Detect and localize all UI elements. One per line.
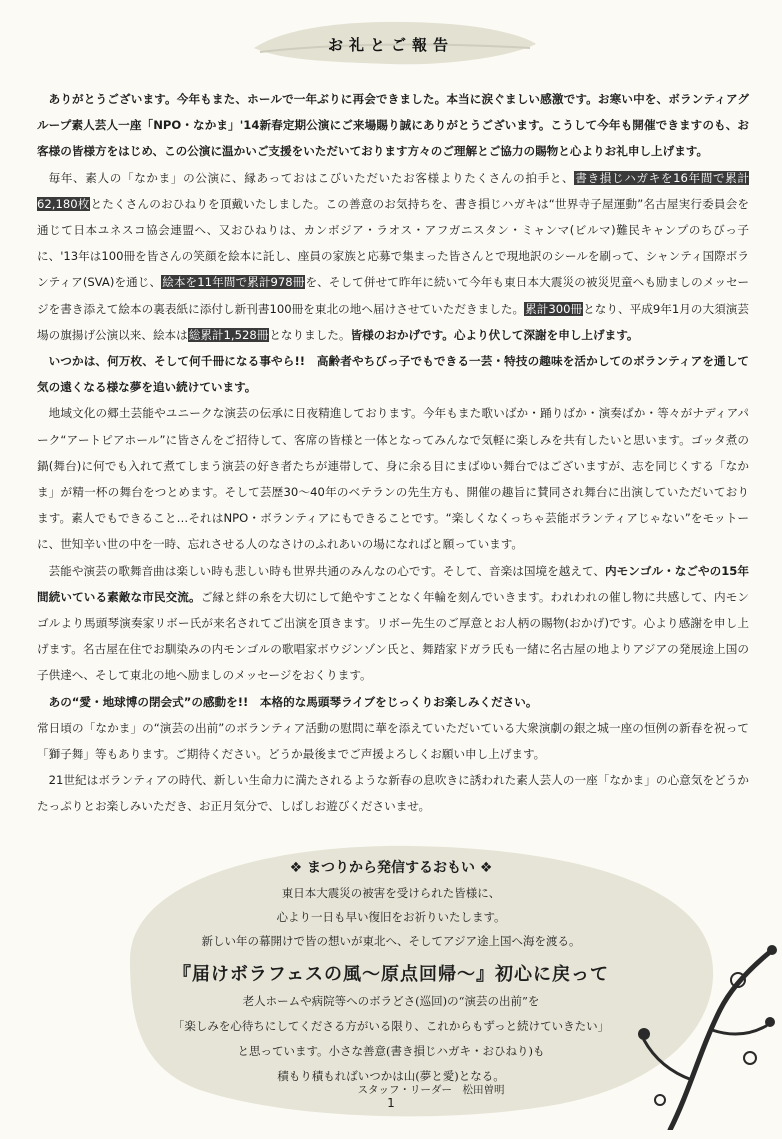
title-area xyxy=(0,14,782,74)
music-text-1: 芸能や演芸の歌舞音曲は楽しい時も悲しい時も世界共通のみんなの心です。そして、音楽は国境を越えて、 xyxy=(48,563,606,578)
paragraph-dream: いつかは、何万枚、そして何千冊になる事やら!! 高齢者やちびっ子でもできる一芸・特技の趣味を活かしてのボランティアを通して気の遠くなる様な夢を追い続けています。 xyxy=(37,354,749,395)
box-line-6: と思っています。小さな善意(書き損じハガキ・おひねり)も xyxy=(237,1044,545,1058)
box-line-7: 積もり積もればいつかは山(夢と愛)となる。 xyxy=(277,1069,505,1083)
highlight-total-books: 総累計1,528冊 xyxy=(188,327,269,342)
donations-thanks: 皆様のおかげです。心より伏して深謝を申し上げます。 xyxy=(350,327,639,342)
highlight-postcards: 書き損じハガキを16年間で累計62,180枚 xyxy=(37,170,749,211)
box-heading: ❖ まつりから発信するおもい ❖ xyxy=(289,860,493,876)
paragraph-greeting: ありがとうございます。今年もまた、ホールで一年ぶりに再会できました。本当に涙ぐましい感激です。お寒い中を、ボランティアグループ素人芸人一座「NPO・なかま」'14新春定期公演にご来場賜り誠にありがとうございます。こうして今年も開催できますのも、お客様の皆様方をはじめ、この公演に温かいご支援をいただいております方々のご理解とご協力の賜物と心よりお礼申し上げます。 xyxy=(37,92,750,159)
page-title: お礼とご報告 xyxy=(327,36,454,54)
paragraph-closing: 21世紀はボランティアの時代、新しい生命力に満たされるような新春の息吹きに誘われた素人芸人の一座「なかま」の心意気をどうかたっぷりとお楽しみいただき、お正月気分で、しばしお遊びくださいませ。 xyxy=(37,773,749,814)
music-text-2: ご縁と絆の糸を大切にして絶やすことなく年輪を刻んでいきます。われわれの催し物に共感して、内モンゴルより馬頭琴演奏家リボー氏が来名されてご出演を頂きます。リボー先生のご厚意とお人柄の賜物(おかげ)です。心より感謝を申し上げます。名古屋在住でお馴染みの内モンゴルの歌唱家ボウジンゾン氏と、舞踏家ドガラ氏も一緒に名古屋の地よりアジアの発展途上国の子供達へ、そして東北の地へ励ましのメッセージをおくります。 xyxy=(37,589,749,683)
box-slogan: 『届けボラフェスの風～原点回帰～』初心に戻って xyxy=(172,964,610,985)
paragraph-donations xyxy=(37,165,749,348)
donations-text-3: を、そして併せて昨年に続いて今年も東日本大震災の被災児童へも励ましのメッセージを書き添えて絵本の裏表紙に添付し新刊書100冊を東北の地へ届けさせていただきました。 xyxy=(37,275,749,316)
box-line-1: 東日本大震災の被害を受けられた皆様に、 xyxy=(281,886,501,900)
box-line-5: 「楽しみを心待ちにしてくださる方がいる限り、これからもずっと続けていきたい」 xyxy=(172,1019,610,1033)
page-number: 1 xyxy=(387,1096,395,1110)
donations-text-2: とたくさんのおひねりを頂戴いたしました。この善意のお気持ちを、書き損じハガキは“世界寺子屋運動”名古屋実行委員会を通じて日本ユネスコ協会連盟へ、又おひねりは、カンボジア・ラオス・アフガニスタン・ミャンマ(ビルマ)難民キャンプのちびっ子に、'13年は100冊を皆さんの笑顔を絵本に託し、座員の家族と応募で集まった皆さんとで現地訳のシールを刷って、シャンティ国際ボランティア(SVA)を通じ、 xyxy=(37,196,749,290)
donations-text-4: となり、平成9年1月の大須演芸場の旗揚げ公演以来、絵本は xyxy=(37,301,749,342)
box-line-3: 新しい年の幕開けで皆の想いが東北へ、そしてアジア途上国へ海を渡る。 xyxy=(201,934,581,948)
highlight-300-books: 累計300冊 xyxy=(525,301,583,316)
letter-body xyxy=(37,86,749,820)
box-line-2: 心より一日も早い復旧をお祈りいたします。 xyxy=(276,910,506,924)
highlight-picture-books: 絵本を11年間で累計978冊 xyxy=(162,275,305,290)
box-line-4: 老人ホームや病院等へのボラどさ(巡回)の“演芸の出前”を xyxy=(242,994,540,1008)
paragraph-troupe: 常日頃の「なかま」の“演芸の出前”のボランティア活動の慰問に華を添えていただいている大衆演劇の銀之城一座の恒例の新春を祝って「獅子舞」等もあります。ご期待ください。どうか最後までご声援よろしくお願い申し上げます。 xyxy=(37,720,749,762)
donations-text-1: 毎年、素人の「なかま」の公演に、縁あっておはこびいただいたお客様よりたくさんの拍手と、 xyxy=(48,170,575,185)
donations-text-5: となりました。 xyxy=(269,327,351,342)
paragraph-expo: あの“愛・地球博の閉会式”の感動を!! 本格的な馬頭琴ライブをじっくりお楽しみください。 xyxy=(48,694,538,709)
paragraph-music xyxy=(37,558,749,689)
signature: スタッフ・リーダー 松田曽明 xyxy=(357,1084,505,1096)
music-exchange: 内モンゴル・なごやの15年間続いている素敵な市民交流。 xyxy=(37,563,749,604)
paragraph-culture: 地域文化の郷土芸能やユニークな演芸の伝承に日夜精進しております。今年もまた歌いばか・踊りばか・演奏ばか・等々がナディアパーク“アートピアホール”に皆さんをご招待して、客席の皆様と一体となってみんなで気軽に楽しみを共有したいと思います。ゴッタ煮の鍋(舞台)に何でも入れて煮てしまう演芸の好き者たちが連帯して、身に余る目にまばゆい舞台ではございますが、志を同じくする「なかま」が精一杯の舞台をつとめます。そして芸歴30～40年のベテランの先生方も、開催の趣旨に賛同され舞台に出演していただいております。素人でもできること…それはNPO・ボランティアにもできることです。“楽しくなくっちゃ芸能ボランティアじゃない”をモットーに、世知辛い世の中を一時、忘れさせる人のなさけのふれあいの場になればと願っています。 xyxy=(37,406,749,552)
